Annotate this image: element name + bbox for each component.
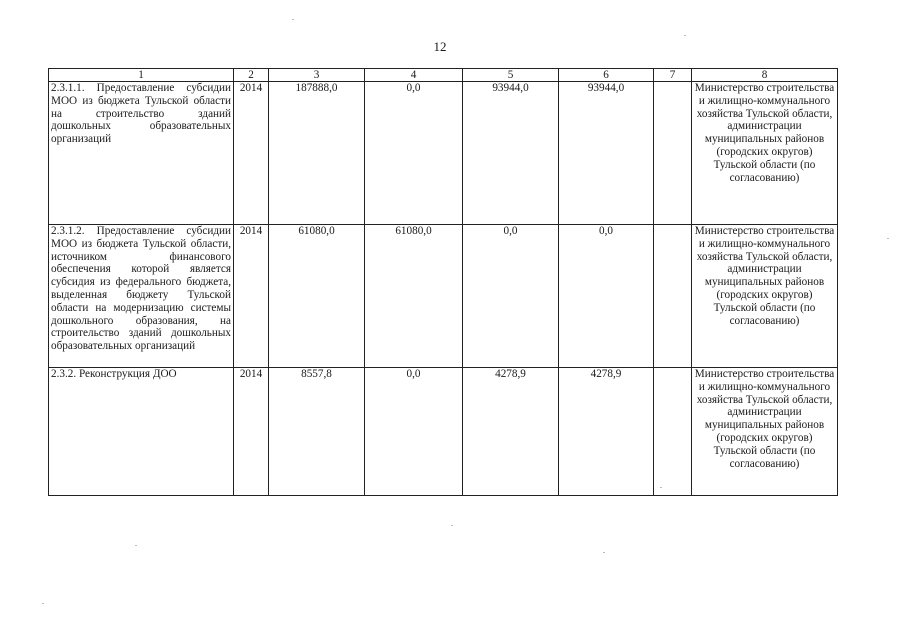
budget-table [48, 68, 838, 496]
executor-cell: Министерство строительства и жилищно-коммунального хозяйства Тульской области, администрации муниципальных районов (городских округов) Тульской области (по согласованию) [692, 82, 838, 225]
value-cell: 61080,0 [269, 225, 365, 368]
value-cell: 0,0 [365, 82, 463, 225]
value-cell: 8557,8 [269, 368, 365, 496]
table-row [49, 82, 838, 225]
value-cell: 93944,0 [463, 82, 559, 225]
value-cell: 61080,0 [365, 225, 463, 368]
header-cell: 4 [365, 69, 463, 82]
value-cell: 4278,9 [463, 368, 559, 496]
scan-speck [451, 525, 453, 526]
header-cell: 1 [49, 69, 234, 82]
table-row [49, 225, 838, 368]
value-cell: 0,0 [365, 368, 463, 496]
measure-name-cell: 2.3.1.2. Предоставление субсидии МОО из бюджета Тульской области, источником финансового обеспечения которой является субсидия из федерального бюджета, выделенная бюджету Тульской области на модернизацию системы дошкольного образования, на строительство зданий дошкольных образовательных организаций [49, 225, 234, 368]
header-cell: 6 [559, 69, 654, 82]
scan-speck [42, 603, 44, 604]
value-cell: 93944,0 [559, 82, 654, 225]
value-cell [654, 225, 692, 368]
executor-cell: Министерство строительства и жилищно-коммунального хозяйства Тульской области, администрации муниципальных районов (городских округов) Тульской области (по согласованию) [692, 225, 838, 368]
year-cell: 2014 [234, 82, 269, 225]
year-cell: 2014 [234, 225, 269, 368]
year-cell: 2014 [234, 368, 269, 496]
value-cell [654, 368, 692, 496]
scan-speck [135, 545, 137, 546]
scan-speck [603, 552, 605, 553]
value-cell: 4278,9 [559, 368, 654, 496]
value-cell [654, 82, 692, 225]
scan-speck [660, 487, 662, 488]
header-cell: 5 [463, 69, 559, 82]
measure-name-cell: 2.3.1.1. Предоставление субсидии МОО из бюджета Тульской области на строительство зданий дошкольных образовательных организаций [49, 82, 234, 225]
page-number: 12 [433, 39, 447, 54]
table-header-row [49, 69, 838, 82]
scan-speck [292, 19, 294, 20]
executor-cell: Министерство строительства и жилищно-коммунального хозяйства Тульской области, администрации муниципальных районов (городских округов) Тульской области (по согласованию) [692, 368, 838, 496]
measure-name-cell: 2.3.2. Реконструкция ДОО [49, 368, 234, 496]
value-cell: 0,0 [559, 225, 654, 368]
header-cell: 3 [269, 69, 365, 82]
header-cell: 7 [654, 69, 692, 82]
scan-speck [887, 238, 889, 239]
header-cell: 8 [692, 69, 838, 82]
header-cell: 2 [234, 69, 269, 82]
value-cell: 0,0 [463, 225, 559, 368]
table-row [49, 368, 838, 496]
value-cell: 187888,0 [269, 82, 365, 225]
scan-speck [684, 35, 686, 36]
